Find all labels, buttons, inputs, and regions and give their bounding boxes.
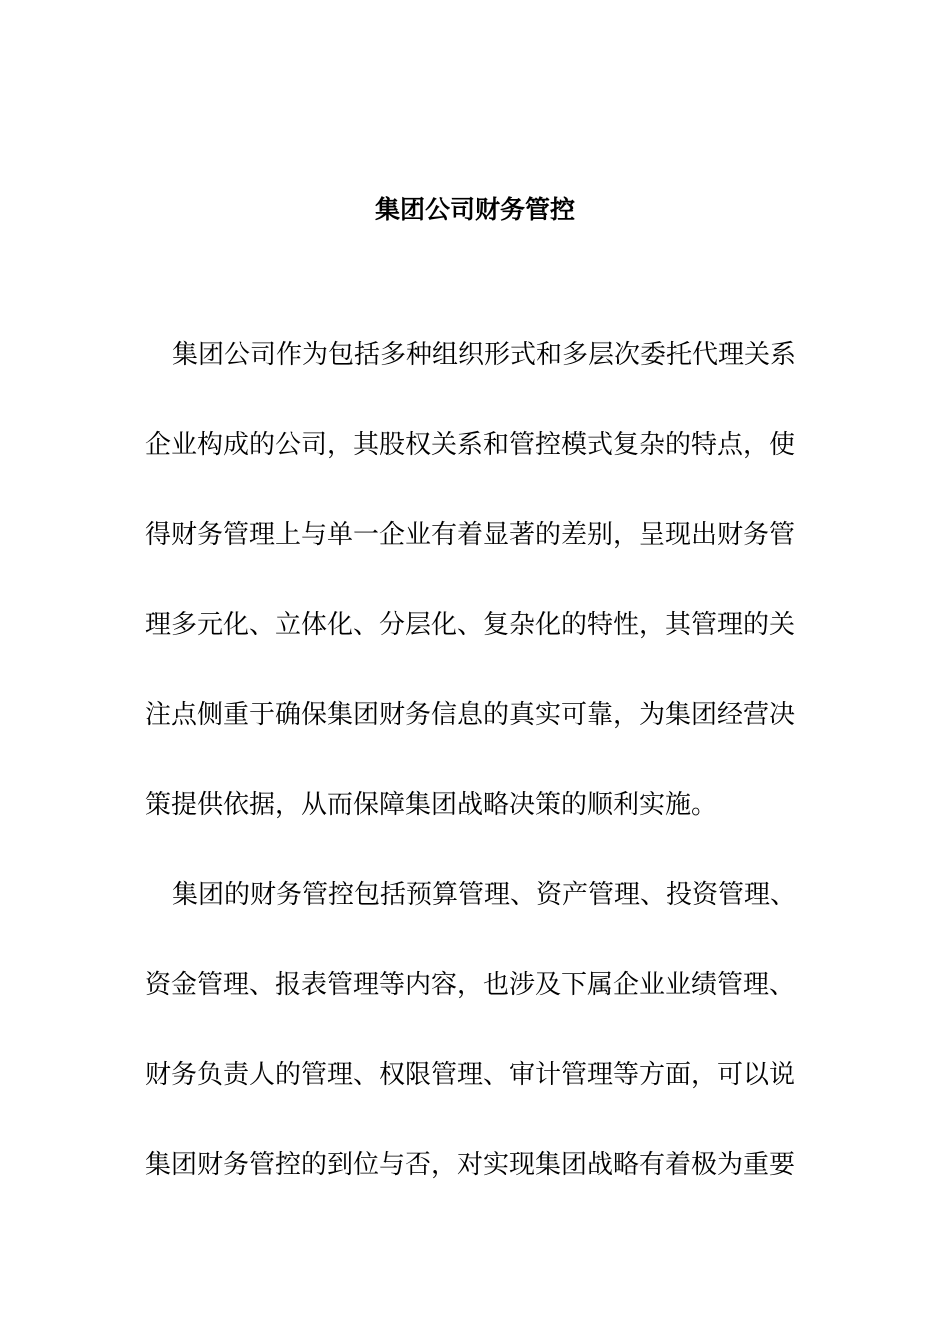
paragraph-line: 理多元化、立体化、分层化、复杂化的特性，其管理的关 <box>145 610 796 640</box>
paragraph-line: 集团财务管控的到位与否，对实现集团战略有着极为重要 <box>145 1150 796 1180</box>
paragraph-line: 注点侧重于确保集团财务信息的真实可靠，为集团经营决 <box>145 700 796 730</box>
paragraph-line: 企业构成的公司，其股权关系和管控模式复杂的特点，使 <box>145 430 796 460</box>
paragraph-line: 得财务管理上与单一企业有着显著的差别，呈现出财务管 <box>145 520 796 550</box>
paragraph-line: 集团的财务管控包括预算管理、资产管理、投资管理、 <box>172 880 797 910</box>
paragraph-line: 策提供依据，从而保障集团战略决策的顺利实施。 <box>145 790 718 820</box>
paragraph-line: 财务负责人的管理、权限管理、审计管理等方面，可以说 <box>145 1060 796 1090</box>
paragraph-line: 资金管理、报表管理等内容，也涉及下属企业业绩管理、 <box>145 970 796 1000</box>
paragraph-line: 集团公司作为包括多种组织形式和多层次委托代理关系 <box>172 340 797 370</box>
document-title: 集团公司财务管控 <box>374 195 575 224</box>
